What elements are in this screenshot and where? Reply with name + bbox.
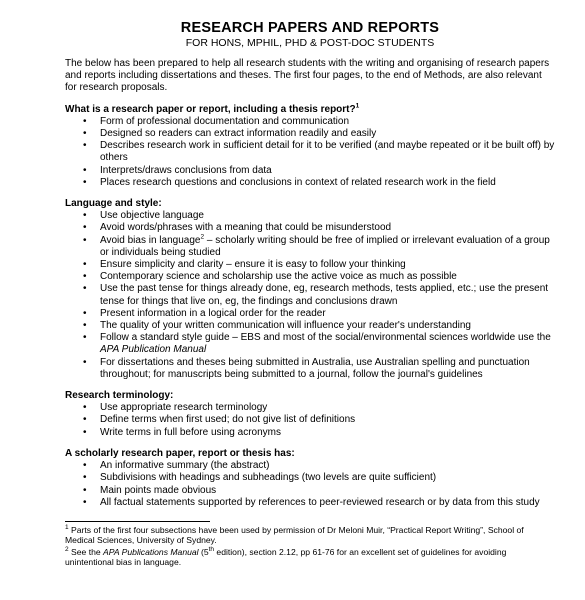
document-page: [65, 20, 555, 569]
bullet-icon: •: [83, 210, 87, 222]
list-item: • For dissertations and theses being submitted in Australia, use Australian spelling and punctuation throughout; for manuscripts being submitted to a journal, follow the journal's guidelines: [83, 356, 530, 380]
section-language-and-style: [65, 198, 555, 381]
list-item: • Main points made obvious: [83, 484, 217, 496]
bullet-icon: •: [83, 140, 87, 152]
list-item: • Avoid bias in language$^2$ – scholarly writing should be free of implied or irrelevant evaluation of a group or individuals being studied: [83, 233, 550, 258]
bullet-icon: •: [83, 259, 87, 271]
list-item: • Designed so readers can extract information readily and easily: [83, 128, 377, 140]
document-subtitle: FOR HONS, MPHIL, PHD & POST-DOC STUDENTS: [185, 37, 435, 49]
footnote-ref: 1: [355, 102, 360, 110]
list-item: • Contemporary science and scholarship use the active voice as much as possible: [83, 271, 457, 283]
bullet-icon: •: [83, 402, 87, 414]
list-item: • Places research questions and conclusions in context of related research work in the field: [83, 176, 496, 188]
bullet-icon: •: [83, 271, 87, 283]
list-item: • Define terms when first used; do not give list of definitions: [83, 414, 356, 426]
section-heading: What is a research paper or report, including a thesis report?$^1$: [65, 102, 360, 115]
list-item: • Write terms in full before using acronyms: [83, 426, 281, 438]
bullet-icon: •: [83, 332, 87, 344]
manual-title: APA Publications Manual: [103, 546, 199, 557]
bullet-icon: •: [83, 356, 87, 368]
list-item: • Ensure simplicity and clarity – ensure it is easy to follow your thinking: [83, 259, 406, 271]
bullet-icon: •: [83, 484, 87, 496]
list-item: • Form of professional documentation and communication: [83, 115, 350, 127]
list-item: • Interprets/draws conclusions from data: [83, 164, 272, 176]
intro-paragraph: The below has been prepared to help all research students with the writing and organising of research papers and reports including dissertations and theses. The first four pages, to the end of Methods, are also relevant for research proposals.: [65, 58, 550, 94]
bullet-icon: •: [83, 234, 87, 246]
list-item: • All factual statements supported by references to peer-reviewed research or by data from this study: [83, 496, 540, 508]
list-item: • The quality of your written communication will influence your reader's understanding: [83, 320, 471, 332]
list-item: • Present information in a logical order for the reader: [83, 307, 326, 319]
bullet-icon: •: [83, 320, 87, 332]
section-heading: Research terminology:: [65, 390, 174, 402]
bullet-icon: •: [83, 222, 87, 234]
manual-title: APA Publication Manual: [100, 344, 207, 356]
bullet-icon: •: [83, 414, 87, 426]
bullet-icon: •: [83, 426, 87, 438]
section-scholarly-paper: [65, 448, 555, 509]
bullet-icon: •: [83, 164, 87, 176]
document-title: RESEARCH PAPERS AND REPORTS: [180, 20, 440, 36]
list-item: • Use the past tense for things already done, eg, research methods, tests applied, etc.; use the present tense for things that live on, eg, the findings and conclusions drawn: [83, 283, 549, 307]
bullet-list: [65, 402, 555, 439]
section-what-is-research-paper: [65, 104, 555, 189]
bullet-list: [65, 460, 555, 509]
list-item: • Subdivisions with headings and subheadings (two levels are quite sufficient): [83, 472, 437, 484]
bullet-icon: •: [83, 128, 87, 140]
footnote-divider: [65, 521, 210, 522]
bullet-icon: •: [83, 283, 87, 295]
bullet-icon: •: [83, 472, 87, 484]
section-heading: Language and style:: [65, 198, 162, 210]
footnote-1: $^1$ Parts of the first four subsections have been used by permission of Dr Meloni Muir, “Practical Report Writing”, School of Medical Sciences, University of Sydney.: [65, 524, 524, 546]
list-item: • Avoid words/phrases with a meaning that could be misunderstood: [83, 222, 392, 234]
footnote-2: $^2$ See the APA Publications Manual (5th edition), section 2.12, pp 61-76 for an excellent set of guidelines for avoiding unintentional bias in language.: [65, 545, 507, 568]
bullet-icon: •: [83, 496, 87, 508]
list-item: • Describes research work in sufficient detail for it to be verified (and maybe repeated or it be built off) by others: [83, 140, 555, 164]
list-item: • Follow a standard style guide – EBS and most of the social/environmental sciences worldwide use the APA Publication Manual: [83, 332, 551, 356]
list-item: • Use objective language: [83, 210, 204, 222]
bullet-icon: •: [83, 460, 87, 472]
footnote-ref: 2: [200, 233, 205, 241]
section-research-terminology: [65, 390, 555, 439]
list-item: • An informative summary (the abstract): [83, 460, 270, 472]
bullet-list: [65, 116, 555, 189]
bullet-icon: •: [83, 307, 87, 319]
bullet-list: [65, 210, 555, 381]
bullet-icon: •: [83, 115, 87, 127]
section-heading: A scholarly research paper, report or thesis has:: [65, 447, 295, 459]
bullet-icon: •: [83, 176, 87, 188]
list-item: • Use appropriate research terminology: [83, 402, 268, 414]
